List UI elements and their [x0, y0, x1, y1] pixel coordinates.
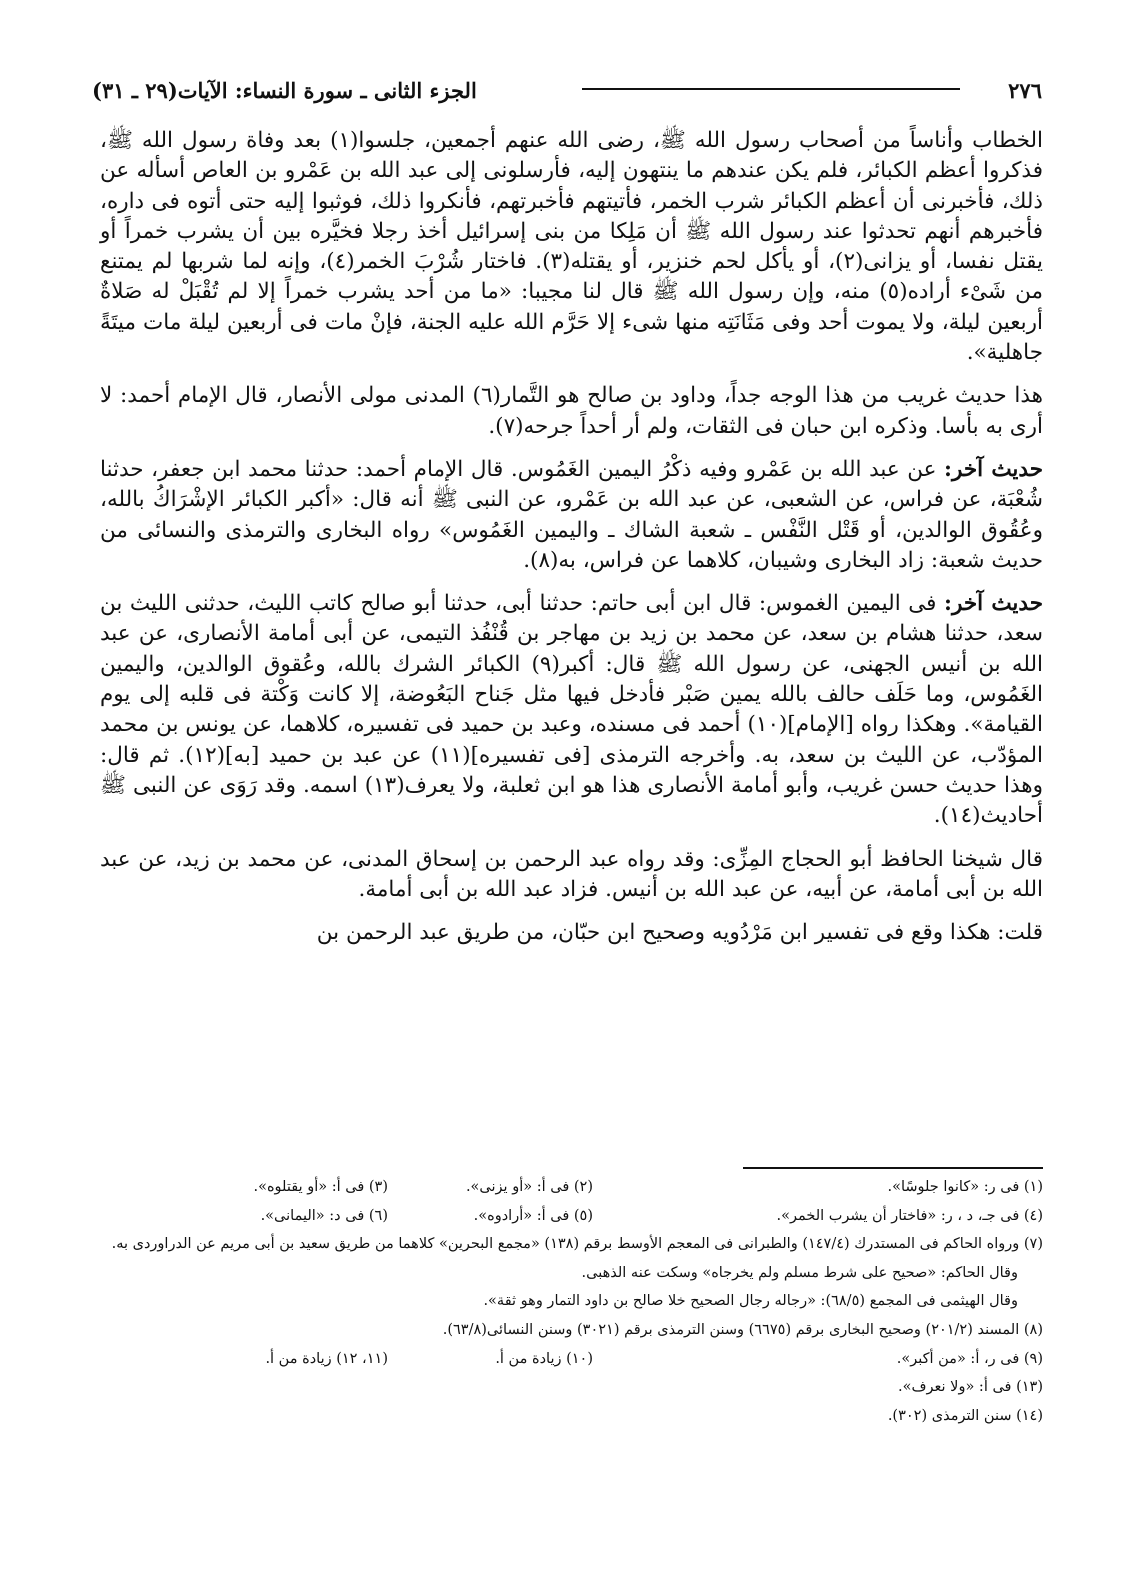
main-text	[100, 126, 1043, 961]
section-lead: حديث آخر:	[944, 456, 1043, 482]
footnote: (١١، ١٢) زيادة من أ.	[265, 1350, 388, 1367]
running-title: الجزء الثانى ـ سورة النساء: الآيات(٢٩ ـ ٣١)	[92, 78, 477, 103]
footnote-continuation: وقال الهيثمى فى المجمع (٦٨/٥): «رجاله رجال الصحيح خلا صالح بن داود التمار وهو ثقة».	[483, 1293, 1018, 1310]
paragraph	[100, 455, 1043, 576]
paragraph: قلت: هكذا وقع فى تفسير ابن مَرْدُويه وصحيح ابن حبّان، من طريق عبد الرحمن بن	[316, 920, 1043, 946]
footnote: (٩) فى ر، أ: «من أكبر».	[896, 1350, 1043, 1367]
footnote-row	[100, 1345, 1043, 1374]
footnote: (٧) ورواه الحاكم فى المستدرك (١٤٧/٤) والطبرانى فى المعجم الأوسط برقم (١٣٨) «مجمع البحرين» كلاهما من طريق سعيد بن أبى مريم عن الدراوردى به.	[111, 1236, 1043, 1253]
footnote: (٨) المسند (٢٠١/٢) وصحيح البخارى برقم (٦٦٧٥) وسنن الترمذى برقم (٣٠٢١) وسنن النسائى(٦٣/٨).	[442, 1321, 1043, 1338]
paragraph-text: فى اليمين الغموس: قال ابن أبى حاتم: حدثنا أبى، حدثنا أبو صالح كاتب الليث، حدثنى الليث بن سعد، حدثنا هشام بن سعد، عن محمد بن زيد بن مهاجر بن قُنْفُذ التيمى، عن أبى أمامة الأنصارى، عن عبد الله بن أنيس الجهنى، عن رسول الله ﷺ قال: أكبر(٩) الكبائر الشرك بالله، وعُقوق الوالدين، واليمين الغَمُوس، وما حَلَف حالف بالله يمين صَبْر فأدخل فيها مثل جَناح البَعُوضة، إلا كانت وَكْتة فى قلبه إلى يوم القيامة». وهكذا رواه [الإمام](١٠) أحمد فى مسنده، وعبد بن حميد فى تفسيره، كلاهما، عن يونس بن محمد المؤدّب، عن الليث بن سعد، به. وأخرجه الترمذى [فى تفسيره](١١) عن عبد بن حميد [به](١٢). ثم قال: وهذا حديث حسن غريب، وأبو أمامة الأنصارى هذا هو ابن ثعلبة، ولا يعرف(١٣) اسمه. وقد رَوَى عن النبى ﷺ أحاديث(١٤).	[100, 591, 1044, 829]
footnote: (١) فى ر: «كانوا جلوسًا».	[887, 1179, 1043, 1195]
footnote-row	[100, 1202, 1043, 1231]
footnote: (٢) فى أ: «أو يزنى».	[465, 1179, 593, 1195]
footnote-continuation: وقال الحاكم: «صحيح على شرط مسلم ولم يخرجاه» وسكت عنه الذهبى.	[581, 1264, 1018, 1281]
running-header	[92, 74, 1042, 110]
section-lead: حديث آخر:	[944, 591, 1043, 617]
footnote-rule	[743, 1167, 1043, 1169]
footnote: (٥) فى أ: «أرادوه».	[473, 1207, 593, 1224]
footnote: (٤) فى جـ، د ، ر: «فاختار أن يشرب الخمر».	[776, 1207, 1043, 1224]
paragraph-text: عن عبد الله بن عَمْرو وفيه ذكْرُ اليمين الغَمُوس. قال الإمام أحمد: حدثنا محمد ابن جعفر، حدثنا شُعْبَة، عن فراس، عن الشعبى، عن عبد الله بن عَمْرو، عن النبى ﷺ أنه قال: «أكبر الكبائر الإشْرَاكُ بالله، وعُقُوق الوالدين، أو قَتْل النَّفْس ـ شعبة الشاك ـ واليمين الغَمُوس» رواه البخارى والترمذى والنسائى من حديث شعبة: زاد البخارى وشيبان، كلاهما عن فراس، به(٨).	[100, 456, 1043, 573]
paragraph: قال شيخنا الحافظ أبو الحجاج المِزِّى: وقد رواه عبد الرحمن بن إسحاق المدنى، عن محمد بن زيد، عن عبد الله بن أبى أمامة، عن أبيه، عن عبد الله بن أنيس. فزاد عبد الله بن أبى أمامة.	[100, 846, 1043, 902]
footnote-row	[100, 1173, 1043, 1202]
page-number: ٢٧٦	[1008, 78, 1042, 103]
paragraph	[100, 589, 1043, 831]
footnotes	[100, 1173, 1043, 1430]
paragraph: هذا حديث غريب من هذا الوجه جداً، وداود بن صالح هو التَّمار(٦) المدنى مولى الأنصار، قال الإمام أحمد: لا أرى به بأسا. وذكره ابن حبان فى الثقات، ولم أر أحداً جرحه(٧).	[100, 383, 1043, 439]
footnote: (١٠) زيادة من أ.	[495, 1350, 593, 1367]
header-rule	[582, 88, 960, 90]
footnote: (١٤) سنن الترمذى (٣٠٢).	[887, 1407, 1043, 1424]
footnote: (٣) فى أ: «أو يقتلوه».	[253, 1179, 388, 1195]
footnote: (٦) فى د: «اليمانى».	[260, 1207, 388, 1224]
paragraph: الخطاب وأناساً من أصحاب رسول الله ﷺ، رضى الله عنهم أجمعين، جلسوا(١) بعد وفاة رسول الله ﷺ، فذكروا أعظم الكبائر، فلم يكن عندهم ما ينتهون إليه، فأرسلونى إلى عبد الله بن عَمْرو بن العاص أسأله عن ذلك، فأخبرنى أن أعظم الكبائر شرب الخمر، فأتيتهم فأخبرتهم، فأنكروا ذلك، فوثبوا إليه حتى أتوه فى داره، فأخبرهم أنهم تحدثوا عند رسول الله ﷺ أن مَلِكا من بنى إسرائيل أخذ رجلا فخيَّره بين أن يشرب خمراً أو يقتل نفسا، أو يزانى(٢)، أو يأكل لحم خنزير، أو يقتله(٣). فاختار شُرْبَ الخمر(٤)، وإنه لما شربها لم يمتنع من شَىْء أراده(٥) منه، وإن رسول الله ﷺ قال لنا مجيبا: «ما من أحد يشرب خمراً إلا لم تُقْبَلْ له صَلاةٌ أربعين ليلة، ولا يموت أحد وفى مَثَانَتِه منها شىء إلا حَرَّم الله عليه الجنة، فإنْ مات فى أربعين ليلة مات ميتَةً جاهلية».	[100, 128, 1044, 366]
footnote: (١٣) فى أ: «ولا نعرف».	[898, 1379, 1043, 1396]
